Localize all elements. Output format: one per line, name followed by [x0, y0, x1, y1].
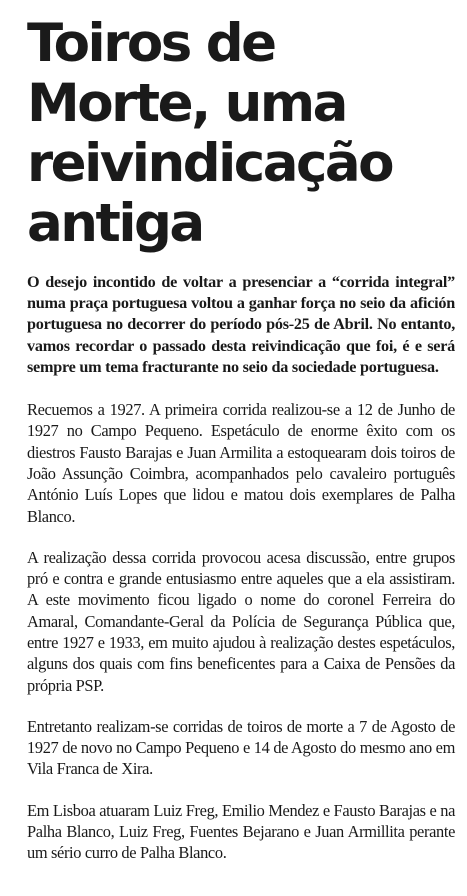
lead-paragraph: O desejo incontido de voltar a presenciar a “corrida integral” numa praça portuguesa voltou a ganhar força no seio da afición portuguesa no decorrer do período pós-25 de Abril. No entanto, vamos recordar o passado desta reivindicação que foi, é e será sempre um tema fracturante no seio da sociedade portuguesa.	[27, 273, 455, 376]
headline	[27, 14, 455, 254]
headline-line: reivindicação	[27, 133, 393, 194]
body-paragraph: A realização dessa corrida provocou acesa discussão, entre grupos pró e contra e grande entusiasmo entre aqueles que a ela assistiram. A este movimento ficou ligado o nome do coronel Ferreira do Amaral, Comandante-Geral da Polícia de Segurança Pública que, entre 1927 e 1933, em muito ajudou à realização destes espetáculos, alguns dos quais com fins beneficentes para a Caixa de Pensões da própria PSP.	[27, 547, 455, 695]
headline-line: Toiros de	[27, 13, 275, 74]
article	[27, 14, 455, 864]
body-paragraph: Recuemos a 1927. A primeira corrida realizou-se a 12 de Junho de 1927 no Campo Pequeno. Espetáculo de enorme êxito com os diestros Fausto Barajas e Juan Armilita a estoquearam dois toiros de João Assunção Coimbra, acompanhados pelo cavaleiro português António Luís Lopes que lidou e matou dois exemplares de Palha Blanco.	[27, 400, 455, 526]
body-paragraph: Entretanto realizam-se corridas de toiros de morte a 7 de Agosto de 1927 de novo no Campo Pequeno e 14 de Agosto do mesmo ano em Vila Franca de Xira.	[27, 716, 455, 779]
headline-line: Morte, uma	[27, 73, 346, 134]
headline-line: antiga	[27, 193, 203, 254]
body-paragraph: Em Lisboa atuaram Luiz Freg, Emilio Mendez e Fausto Barajas e na Palha Blanco, Luiz Freg, Fuentes Bejarano e Juan Armillita perante um sério curro de Palha Blanco.	[27, 800, 455, 863]
